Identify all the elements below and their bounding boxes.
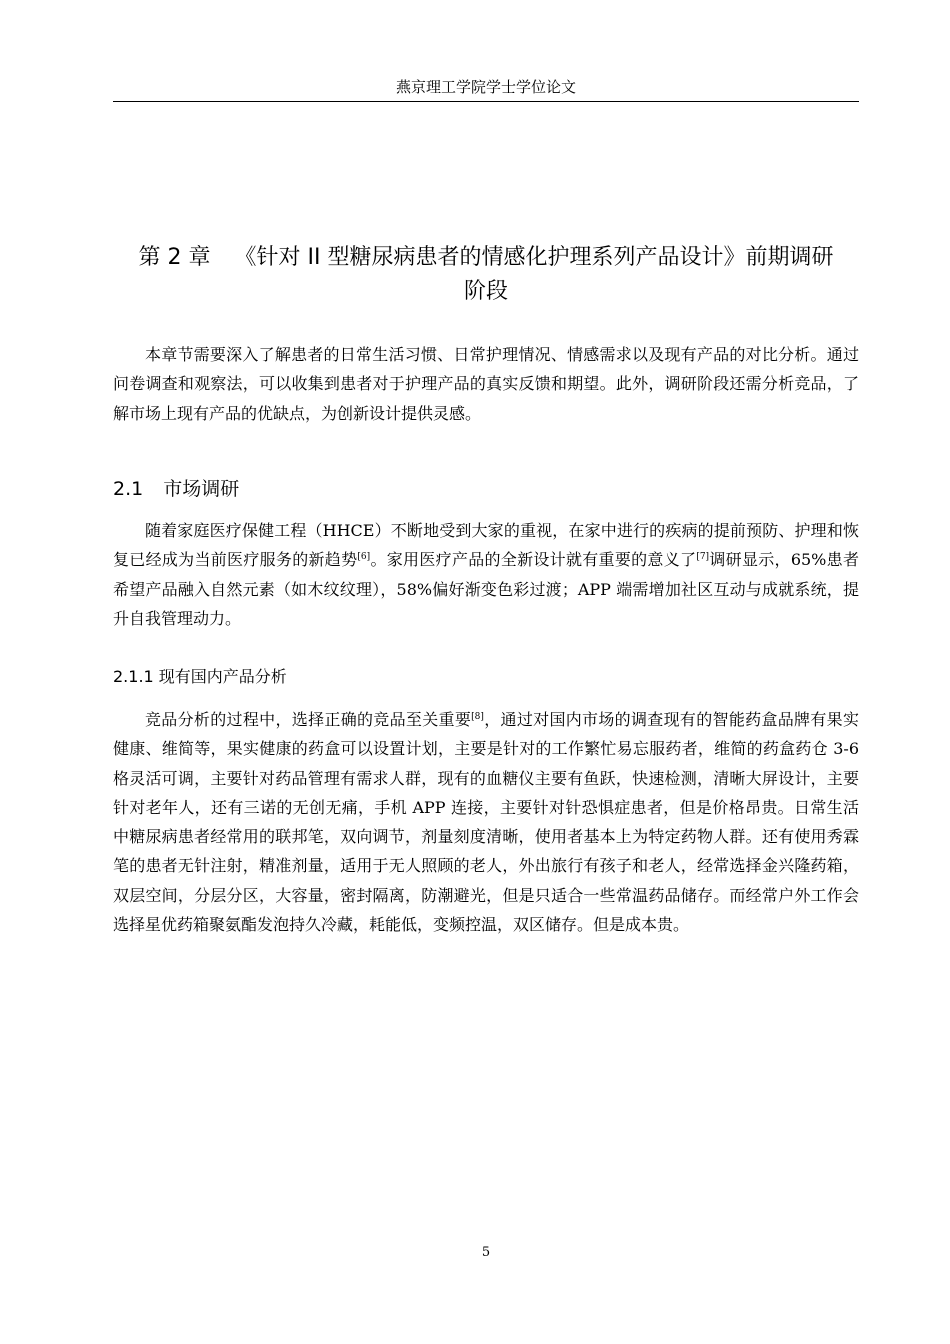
paragraph-text: 调研显示，65%患者希望产品融入自然元素（如木纹纹理），58%偏好渐变色彩过渡；APP 端需增加社区互动与成就系统，提升自我管理动力。	[113, 550, 859, 628]
page-number: 5	[481, 1245, 491, 1260]
citation: [7]	[696, 552, 710, 563]
section-number: 2.1	[113, 478, 144, 500]
paragraph-text: 。家用医疗产品的全新设计就有重要的意义了	[370, 550, 697, 570]
paragraph-text: 竞品分析的过程中，选择正确的竞品至关重要	[145, 710, 472, 729]
citation: [8]	[471, 712, 484, 722]
chapter-title-text: 《针对 II 型糖尿病患者的情感化护理系列产品设计》前期调研	[234, 245, 834, 270]
section-2-1-1-paragraph	[113, 705, 859, 939]
section-heading-2-1	[113, 477, 239, 501]
subsection-heading-2-1-1: 2.1.1 现有国内产品分析	[113, 667, 287, 686]
paragraph-text: ，通过对国内市场的调查现有的智能药盒品牌有果实健康、维简等，果实健康的药盒可以设置计划，主要是针对的工作繁忙易忘服药者，维简的药盒药仓 3-6 格灵活可调，主要针对药品管理有需求人群，现有的血糖仪主要有鱼跃，快速检测，清晰大屏设计，主要针对老年人，还有三诺的无创无痛，手机 APP 连接，主要针对针恐惧症患者，但是价格昂贵。日常生活中糖尿病患者经常用的联邦笔，双向调节，剂量刻度清晰，使用者基本上为特定药物人群。还有使用秀霖笔的患者无针注射，精准剂量，适用于无人照顾的老人，外出旅行有孩子和老人，经常选择金兴隆药箱，双层空间，分层分区，大容量，密封隔离，防潮避光，但是只适合一些常温药品储存。而经常户外工作会选择星优药箱聚氨酯发泡持久冷藏，耗能低，变频控温，双区储存。但是成本贵。	[113, 710, 859, 935]
chapter-title-line2: 阶段	[463, 279, 508, 304]
running-header: 燕京理工学院学士学位论文	[395, 78, 576, 96]
section-title: 市场调研	[163, 478, 240, 500]
citation: [6]	[357, 552, 371, 563]
chapter-number: 第 2 章	[138, 245, 211, 270]
header-rule	[113, 101, 859, 102]
section-2-1-paragraph	[113, 516, 859, 633]
chapter-title-line1	[113, 241, 859, 275]
chapter-title	[113, 241, 859, 309]
chapter-intro-paragraph: 本章节需要深入了解患者的日常生活习惯、日常护理情况、情感需求以及现有产品的对比分析。通过问卷调查和观察法，可以收集到患者对于护理产品的真实反馈和期望。此外，调研阶段还需分析竞品，了解市场上现有产品的优缺点，为创新设计提供灵感。	[113, 345, 859, 423]
paragraph-text: 随着家庭医疗保健工程（HHCE）不断地受到大家的重视，在家中进行的疾病的提前预防、护理和恢复已经成为当前医疗服务的新趋势	[113, 521, 859, 570]
